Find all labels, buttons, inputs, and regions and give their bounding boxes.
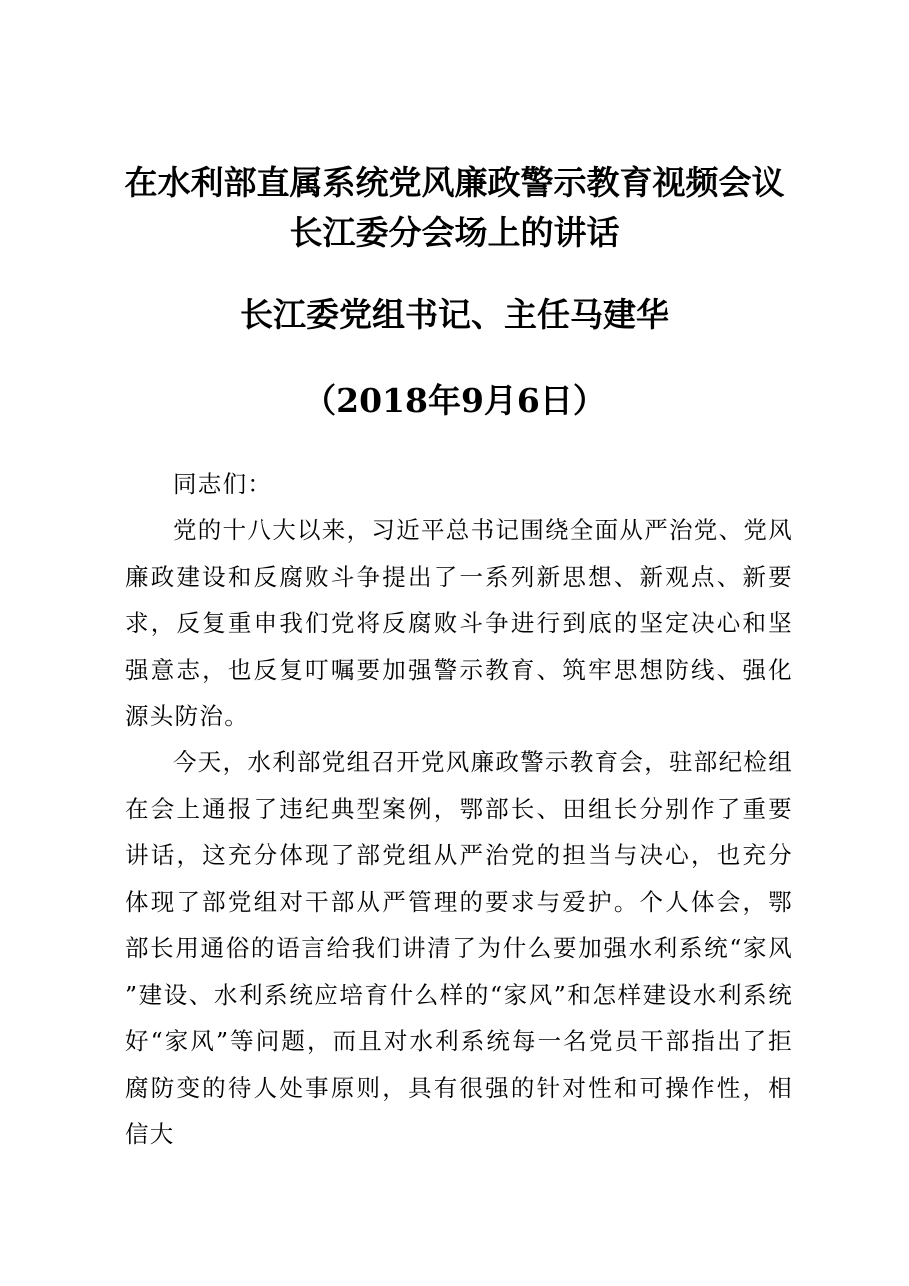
paragraph-1 [125, 507, 793, 740]
speech-date: （2018年9月6日） [303, 381, 606, 420]
speaker-byline: 长江委党组书记、主任马建华 [240, 295, 669, 334]
document-title-line-1: 在水利部直属系统党风廉政警示教育视频会议 [124, 163, 785, 202]
paragraph-2 [125, 739, 793, 1158]
paragraph-2-text: 今天，水利部党组召开党风廉政警示教育会，驻部纪检组在会上通报了违纪典型案例，鄂部长、田组长分别作了重要讲话，这充分体现了部党组从严治党的担当与决心，也充分体现了部党组对干部从严管理的要求与爱护。个人体会，鄂部长用通俗的语言给我们讲清了为什么要加强水利系统“家风”建设、水利系统应培育什么样的“家风”和怎样建设水利系统好“家风”等问题，而且对水利系统每一名党员干部指出了拒腐防变的待人处事原则，具有很强的针对性和可操作性，相信大 [125, 748, 793, 1148]
document-title-line-2: 长江委分会场上的讲话 [289, 213, 620, 252]
salutation [125, 461, 793, 508]
paragraph-1-text: 党的十八大以来，习近平总书记围绕全面从严治党、党风廉政建设和反腐败斗争提出了一系列新思想、新观点、新要求，反复重申我们党将反腐败斗争进行到底的坚定决心和坚强意志，也反复叮嘱要加强警示教育、筑牢思想防线、强化源头防治。 [125, 516, 793, 730]
salutation-text: 同志们： [173, 470, 273, 498]
